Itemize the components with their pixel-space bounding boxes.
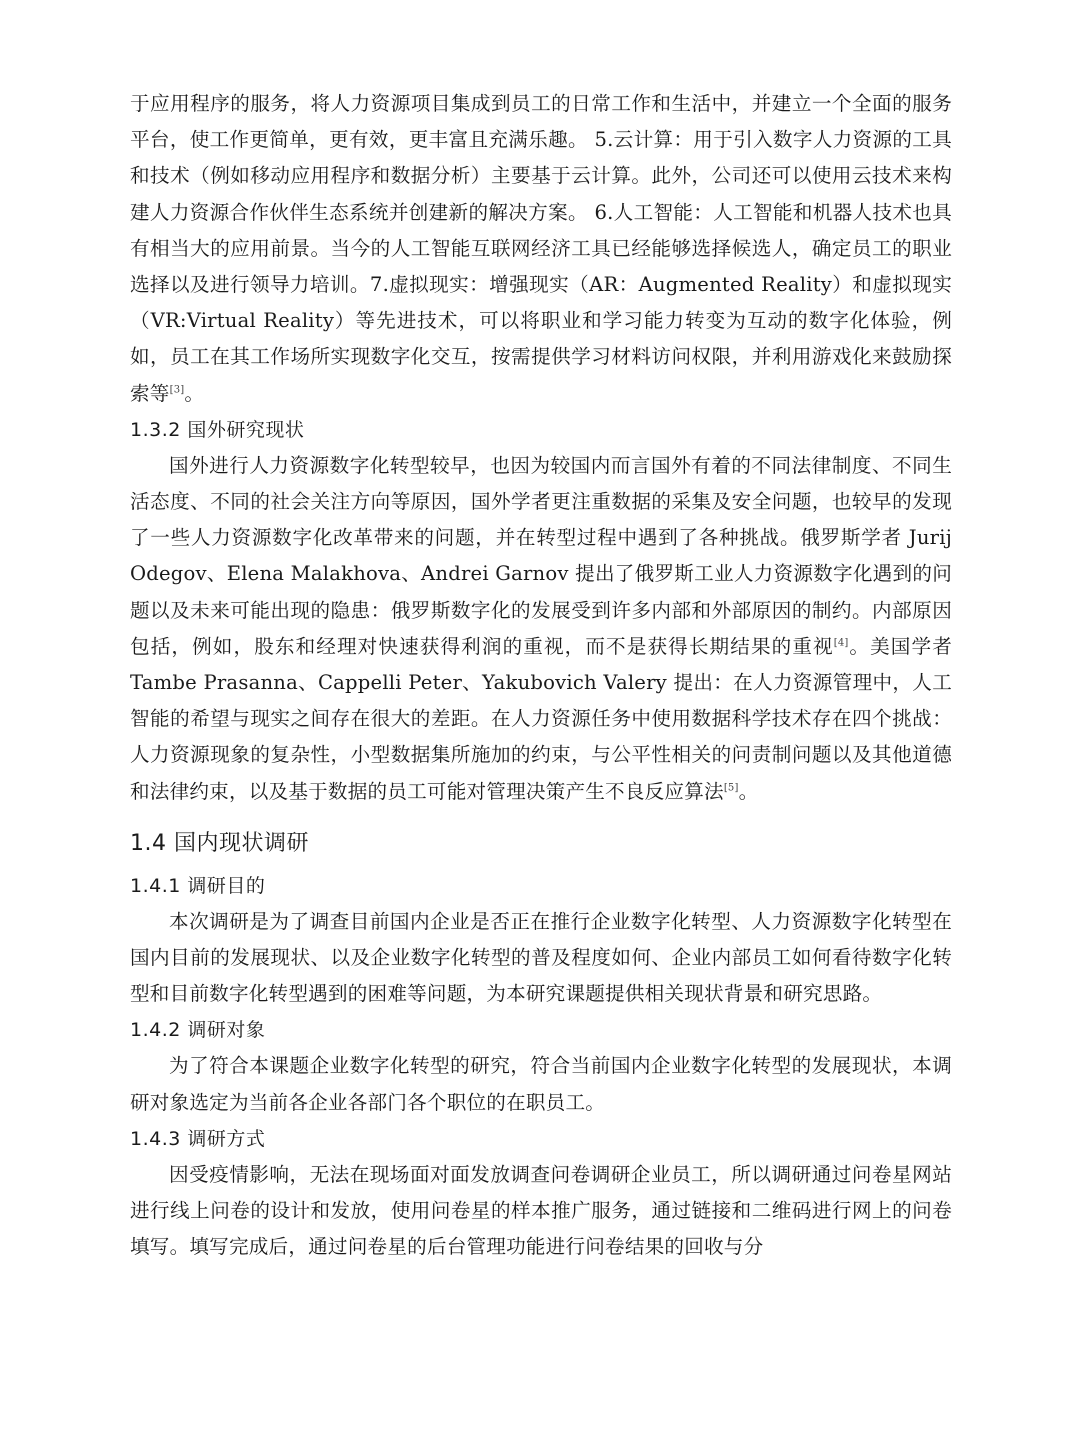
- heading-1-4-3: 1.4.3 调研方式: [130, 1127, 266, 1150]
- heading-1-3-2: 1.3.2 国外研究现状: [130, 418, 305, 441]
- paragraph-intro-end: 。: [184, 381, 205, 405]
- document-page: [130, 86, 952, 1265]
- heading-1-4: 1.4 国内现状调研: [130, 830, 309, 856]
- paragraph-1-3-2-text-a: 国外进行人力资源数字化转型较早，也因为较国内而言国外有着的不同法律制度、不同生活态度、不同的社会关注方向等原因，国外学者更注重数据的采集及安全问题，也较早的发现了一些人力资源数字化改革带来的问题，并在转型过程中遇到了各种挑战。俄罗斯学者 Jurij Odegov、Elena Malakhova、Andrei Garnov 提出了俄罗斯工业人力资源数字化遇到的问题以及未来可能出现的隐患：俄罗斯数字化的发展受到许多内部和外部原因的制约。内部原因包括，例如，股东和经理对快速获得利润的重视，而不是获得长期结果的重视: [130, 453, 952, 658]
- paragraph-intro-text: 于应用程序的服务，将人力资源项目集成到员工的日常工作和生活中，并建立一个全面的服务平台，使工作更简单，更有效，更丰富且充满乐趣。 5.云计算：用于引入数字人力资源的工具和技术（例如移动应用程序和数据分析）主要基于云计算。此外，公司还可以使用云技术来构建人力资源合作伙伴生态系统并创建新的解决方案。 6.人工智能：人工智能和机器人技术也具有相当大的应用前景。当今的人工智能互联网经济工具已经能够选择候选人，确定员工的职业选择以及进行领导力培训。7.虚拟现实：增强现实（AR：Augmented Reality）和虚拟现实（VR:Virtual Reality）等先进技术，可以将职业和学习能力转变为互动的数字化体验，例如，员工在其工作场所实现数字化交互，按需提供学习材料访问权限，并利用游戏化来鼓励探索等: [130, 92, 952, 405]
- paragraph-1-3-2: [130, 448, 952, 810]
- citation-4: [4]: [833, 637, 849, 649]
- paragraph-1-4-3: 因受疫情影响，无法在现场面对面发放调查问卷调研企业员工，所以调研通过问卷星网站进行线上问卷的设计和发放，使用问卷星的样本推广服务，通过链接和二维码进行网上的问卷填写。填写完成后，通过问卷星的后台管理功能进行问卷结果的回收与分: [130, 1162, 952, 1259]
- paragraph-1-4-2: 为了符合本课题企业数字化转型的研究，符合当前国内企业数字化转型的发展现状，本调研对象选定为当前各企业各部门各个职位的在职员工。: [130, 1054, 952, 1114]
- paragraph-intro: [130, 86, 952, 412]
- citation-3: [3]: [169, 384, 185, 396]
- citation-5: [5]: [723, 782, 739, 794]
- heading-1-4-1: 1.4.1 调研目的: [130, 874, 266, 897]
- heading-1-4-2: 1.4.2 调研对象: [130, 1019, 266, 1042]
- paragraph-1-3-2-end: 。: [738, 779, 759, 803]
- paragraph-1-3-2-text-b: 。美国学者 Tambe Prasanna、Cappelli Peter、Yakubovich Valery 提出：在人力资源管理中，人工智能的希望与现实之间存在很大的差距。在人力资源任务中使用数据科学技术存在四个挑战：人力资源现象的复杂性，小型数据集所施加的约束，与公平性相关的问责制问题以及其他道德和法律约束，以及基于数据的员工可能对管理决策产生不良反应算法: [130, 634, 952, 803]
- paragraph-1-4-1: 本次调研是为了调查目前国内企业是否正在推行企业数字化转型、人力资源数字化转型在国内目前的发展现状、以及企业数字化转型的普及程度如何、企业内部员工如何看待数字化转型和目前数字化转型遇到的困难等问题，为本研究课题提供相关现状背景和研究思路。: [130, 909, 952, 1006]
